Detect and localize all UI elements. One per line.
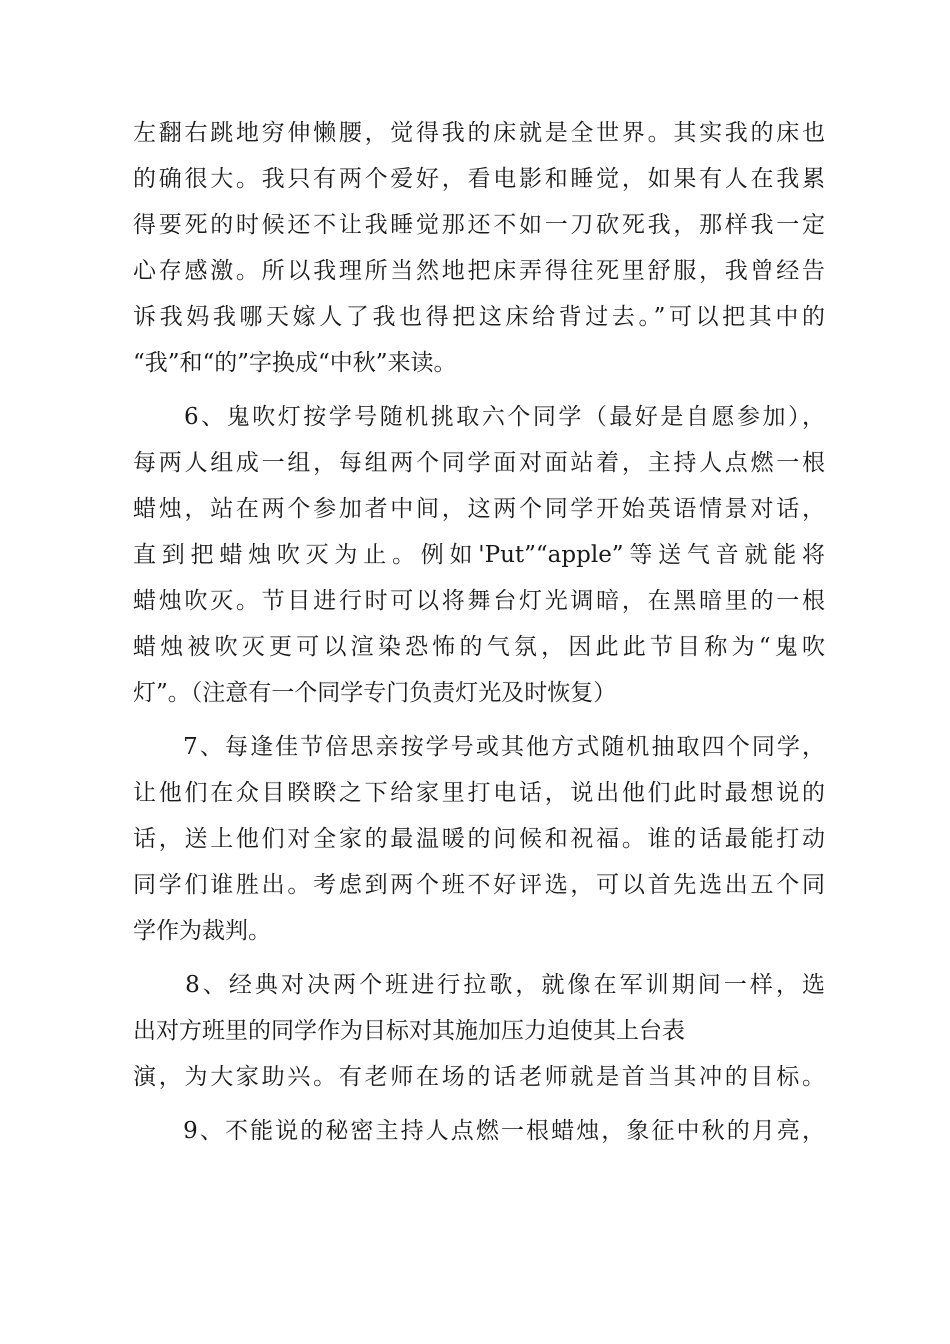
text-line: 心存感激。所以我理所当然地把床弄得往死里舒服，我曾经告 <box>133 258 825 284</box>
text-line: 同学们谁胜出。考虑到两个班不好评选，可以首先选出五个同 <box>133 872 825 898</box>
text-line: 让他们在众目睽睽之下给家里打电话，说出他们此时最想说的 <box>133 780 825 806</box>
document-body <box>133 110 825 1154</box>
text-line: 7、每逢佳节倍思亲按学号或其他方式随机抽取四个同学， <box>133 734 825 760</box>
text-line: 每两人组成一组，每组两个同学面对面站着，主持人点燃一根 <box>133 450 825 476</box>
text-line: 灯”。（注意有一个同学专门负责灯光及时恢复） <box>133 680 617 706</box>
paragraph-gap <box>133 1100 825 1108</box>
text-line: 直到把蜡烛吹灭为止。例如'Put”“apple”等送气音就能将 <box>133 542 825 568</box>
text-line: 出对方班里的同学作为目标对其施加压力迫使其上台表 <box>133 1018 685 1044</box>
paragraph-gap <box>133 716 825 724</box>
text-line: 诉我妈我哪天嫁人了我也得把这床给背过去。”可以把其中的 <box>133 304 825 330</box>
text-line: “我”和“的”字换成“中秋”来读。 <box>133 350 457 376</box>
text-line: 蜡烛吹灭。节目进行时可以将舞台灯光调暗，在黑暗里的一根 <box>133 588 825 614</box>
text-line: 蜡烛被吹灭更可以渲染恐怖的气氛，因此此节目称为“鬼吹 <box>133 634 825 660</box>
text-line: 9、不能说的秘密主持人点燃一根蜡烛，象征中秋的月亮， <box>133 1118 825 1144</box>
text-line: 蜡烛，站在两个参加者中间，这两个同学开始英语情景对话， <box>133 496 825 522</box>
text-line: 得要死的时候还不让我睡觉那还不如一刀砍死我，那样我一定 <box>133 212 825 238</box>
text-line: 8、经典对决两个班进行拉歌，就像在军训期间一样，选 <box>133 972 825 998</box>
text-line: 演，为大家助兴。有老师在场的话老师就是首当其冲的目标。 <box>133 1064 825 1090</box>
text-line: 学作为裁判。 <box>133 918 271 944</box>
text-line: 6、鬼吹灯按学号随机挑取六个同学（最好是自愿参加）， <box>133 404 825 430</box>
paragraph-gap <box>133 954 825 962</box>
paragraph-gap <box>133 386 825 394</box>
text-line: 左翻右跳地穷伸懒腰，觉得我的床就是全世界。其实我的床也 <box>133 120 825 146</box>
text-line: 的确很大。我只有两个爱好，看电影和睡觉，如果有人在我累 <box>133 166 825 192</box>
text-line: 话，送上他们对全家的最温暖的问候和祝福。谁的话最能打动 <box>133 826 825 852</box>
